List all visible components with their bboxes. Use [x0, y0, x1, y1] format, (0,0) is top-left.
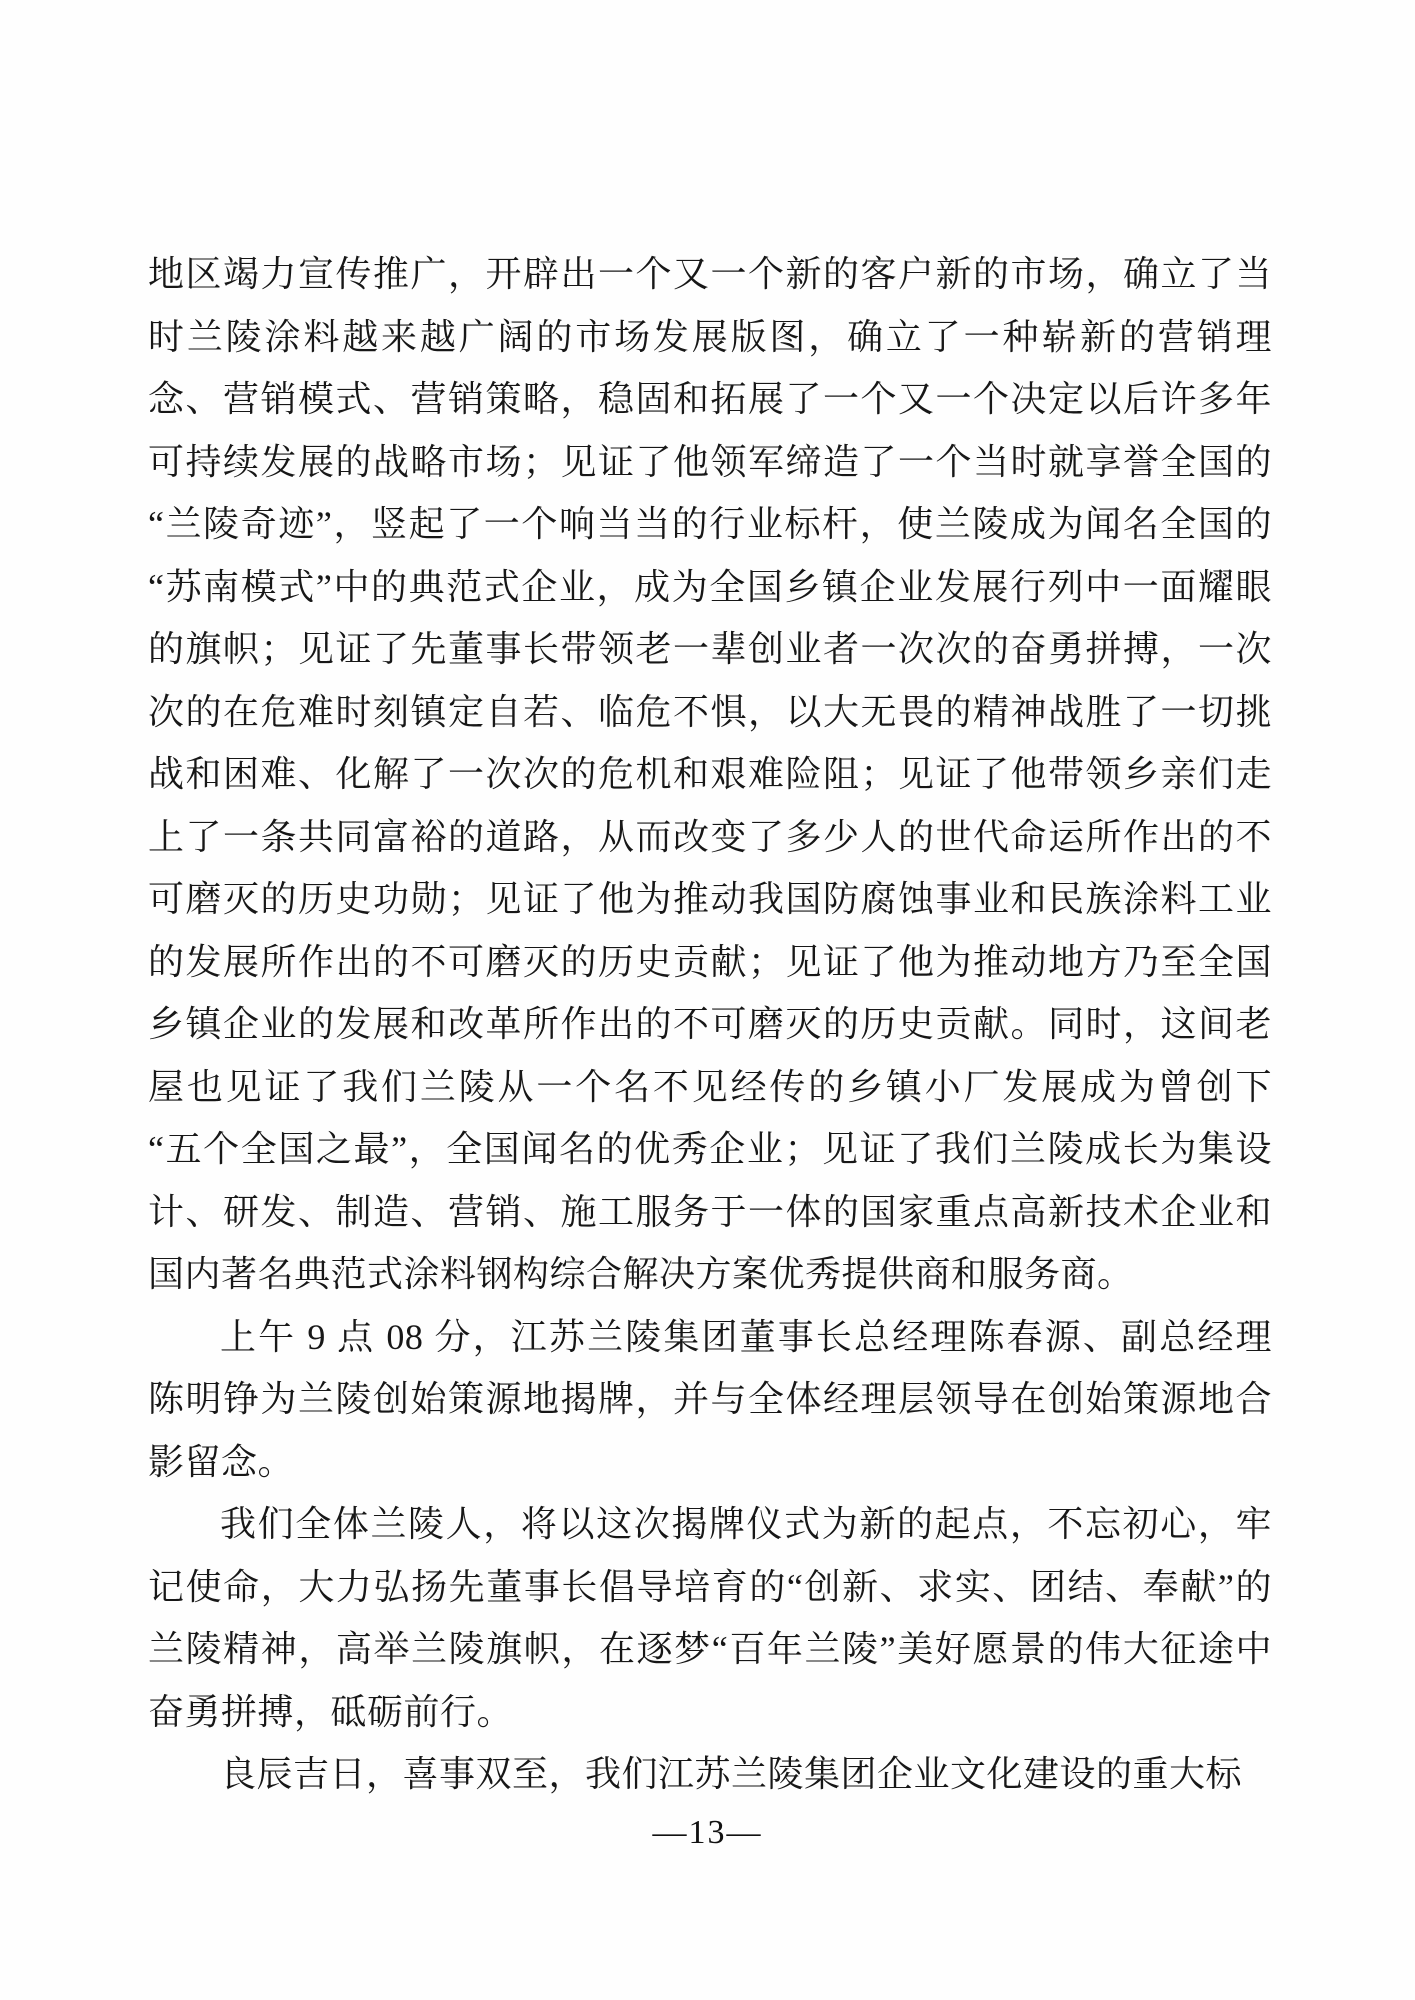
text-line: “五个全国之最”，全国闻名的优秀企业；见证了我们兰陵成长为集设: [148, 1129, 1272, 1169]
text-line: “兰陵奇迹”，竖起了一个响当当的行业标杆，使兰陵成为闻名全国的: [148, 504, 1272, 544]
text-line: 次的在危难时刻镇定自若、临危不惧，以大无畏的精神战胜了一切挑: [148, 691, 1272, 732]
text-line: 地区竭力宣传推广，开辟出一个又一个新的客户新的市场，确立了当: [148, 254, 1272, 294]
text-line: “苏南模式”中的典范式企业，成为全国乡镇企业发展行列中一面耀眼: [148, 566, 1272, 607]
text-line: 记使命，大力弘扬先董事长倡导培育的“创新、求实、团结、奉献”的: [148, 1566, 1272, 1607]
text-line: 乡镇企业的发展和改革所作出的不可磨灭的历史贡献。同时，这间老: [148, 1004, 1272, 1044]
text-line: 影留念。: [148, 1441, 295, 1482]
text-line: 国内著名典范式涂料钢构综合解决方案优秀提供商和服务商。: [148, 1254, 1134, 1294]
text-line: 时兰陵涂料越来越广阔的市场发展版图，确立了一种崭新的营销理: [148, 316, 1272, 357]
text-line: 陈明铮为兰陵创始策源地揭牌，并与全体经理层领导在创始策源地合: [148, 1379, 1272, 1419]
text-line: 计、研发、制造、营销、施工服务于一体的国家重点高新技术企业和: [148, 1191, 1272, 1232]
text-line: 兰陵精神，高举兰陵旗帜，在逐梦“百年兰陵”美好愿景的伟大征途中: [148, 1629, 1272, 1669]
page-number: —13—: [652, 1814, 763, 1851]
text-line: 屋也见证了我们兰陵从一个名不见经传的乡镇小厂发展成为曾创下: [148, 1066, 1272, 1107]
text-line: 奋勇拼搏，砥砺前行。: [148, 1691, 514, 1732]
text-line: 可磨灭的历史功勋；见证了他为推动我国防腐蚀事业和民族涂料工业: [148, 879, 1272, 919]
text-line: 战和困难、化解了一次次的危机和艰难险阻；见证了他带领乡亲们走: [148, 754, 1272, 794]
text-line: 念、营销模式、营销策略，稳固和拓展了一个又一个决定以后许多年: [148, 379, 1272, 419]
text-line: 上了一条共同富裕的道路，从而改变了多少人的世代命运所作出的不: [148, 816, 1272, 857]
text-line: 的发展所作出的不可磨灭的历史贡献；见证了他为推动地方乃至全国: [148, 941, 1272, 982]
text-line: 上午 9 点 08 分，江苏兰陵集团董事长总经理陈春源、副总经理: [220, 1316, 1272, 1357]
text-line: 我们全体兰陵人，将以这次揭牌仪式为新的起点，不忘初心，牢: [220, 1504, 1272, 1544]
text-line: 可持续发展的战略市场；见证了他领军缔造了一个当时就享誉全国的: [148, 441, 1272, 482]
text-line: 的旗帜；见证了先董事长带领老一辈创业者一次次的奋勇拼搏，一次: [148, 629, 1272, 669]
text-line: 良辰吉日，喜事双至，我们江苏兰陵集团企业文化建设的重大标: [220, 1754, 1243, 1794]
document-text: [148, 243, 1272, 1806]
